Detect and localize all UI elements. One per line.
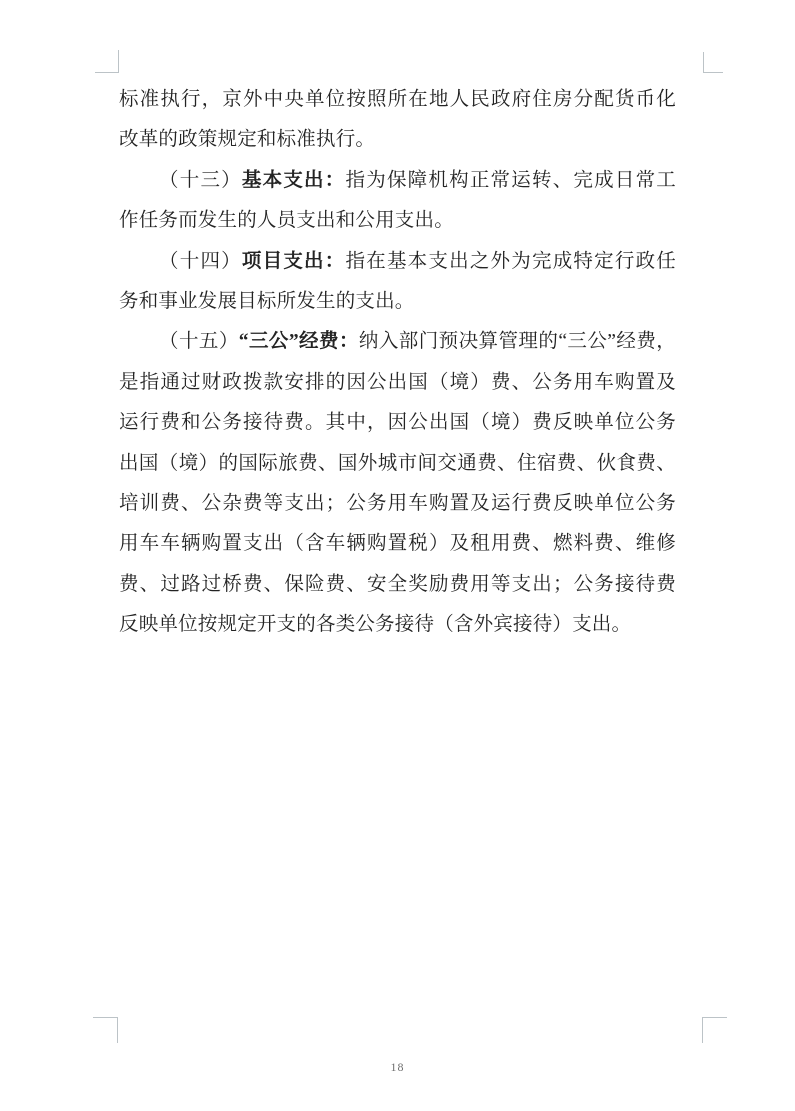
text-line <box>119 282 676 322</box>
text-line <box>119 201 676 241</box>
document-text <box>119 80 676 645</box>
text-segment: 务和事业发展目标所发生的支出。 <box>119 290 415 312</box>
text-line <box>119 484 676 524</box>
text-line <box>119 363 676 403</box>
text-line <box>119 444 676 484</box>
text-segment: 反映单位按规定开支的各类公务接待（含外宾接待）支出。 <box>119 614 632 636</box>
text-segment: 是指通过财政拨款安排的因公出国（境）费、公务用车购置及 <box>119 371 676 393</box>
text-line <box>119 565 676 605</box>
crop-mark-top-right <box>703 52 723 73</box>
text-line <box>119 524 676 564</box>
glossary-term: 基本支出： <box>241 169 346 191</box>
text-segment: 标准执行，京外中央单位按照所在地人民政府住房分配货币化 <box>119 89 676 110</box>
text-segment: 纳入部门预决算管理的“三公”经费， <box>358 331 676 353</box>
text-line <box>119 322 676 362</box>
page-number: 18 <box>390 1060 405 1074</box>
text-line <box>119 403 676 443</box>
text-segment: （十三） <box>159 169 242 191</box>
text-segment: （十五） <box>159 331 239 353</box>
text-segment: 作任务而发生的人员支出和公用支出。 <box>119 210 454 232</box>
text-segment: 指在基本支出之外为完成特定行政任 <box>345 250 676 272</box>
glossary-term: 项目支出： <box>241 250 346 272</box>
glossary-term: “三公”经费： <box>238 331 359 353</box>
text-segment: 运行费和公务接待费。其中，因公出国（境）费反映单位公务 <box>119 412 676 434</box>
text-line <box>119 80 676 120</box>
text-segment: 培训费、公杂费等支出；公务用车购置及运行费反映单位公务 <box>119 492 676 514</box>
text-segment: 用车车辆购置支出（含车辆购置税）及租用费、燃料费、维修 <box>119 533 676 555</box>
text-segment: 指为保障机构正常运转、完成日常工 <box>345 169 676 191</box>
text-line <box>119 120 676 160</box>
crop-mark-bottom-right <box>702 1017 727 1043</box>
text-line <box>119 605 676 645</box>
text-line <box>119 242 676 282</box>
text-segment: （十四） <box>159 250 242 272</box>
text-segment: 费、过路过桥费、保险费、安全奖励费用等支出；公务接待费 <box>119 573 676 595</box>
text-segment: 出国（境）的国际旅费、国外城市间交通费、住宿费、伙食费、 <box>119 452 676 474</box>
crop-mark-bottom-left <box>93 1017 118 1043</box>
text-line <box>119 161 676 201</box>
crop-mark-top-left <box>95 50 119 73</box>
text-segment: 改革的政策规定和标准执行。 <box>119 129 376 151</box>
